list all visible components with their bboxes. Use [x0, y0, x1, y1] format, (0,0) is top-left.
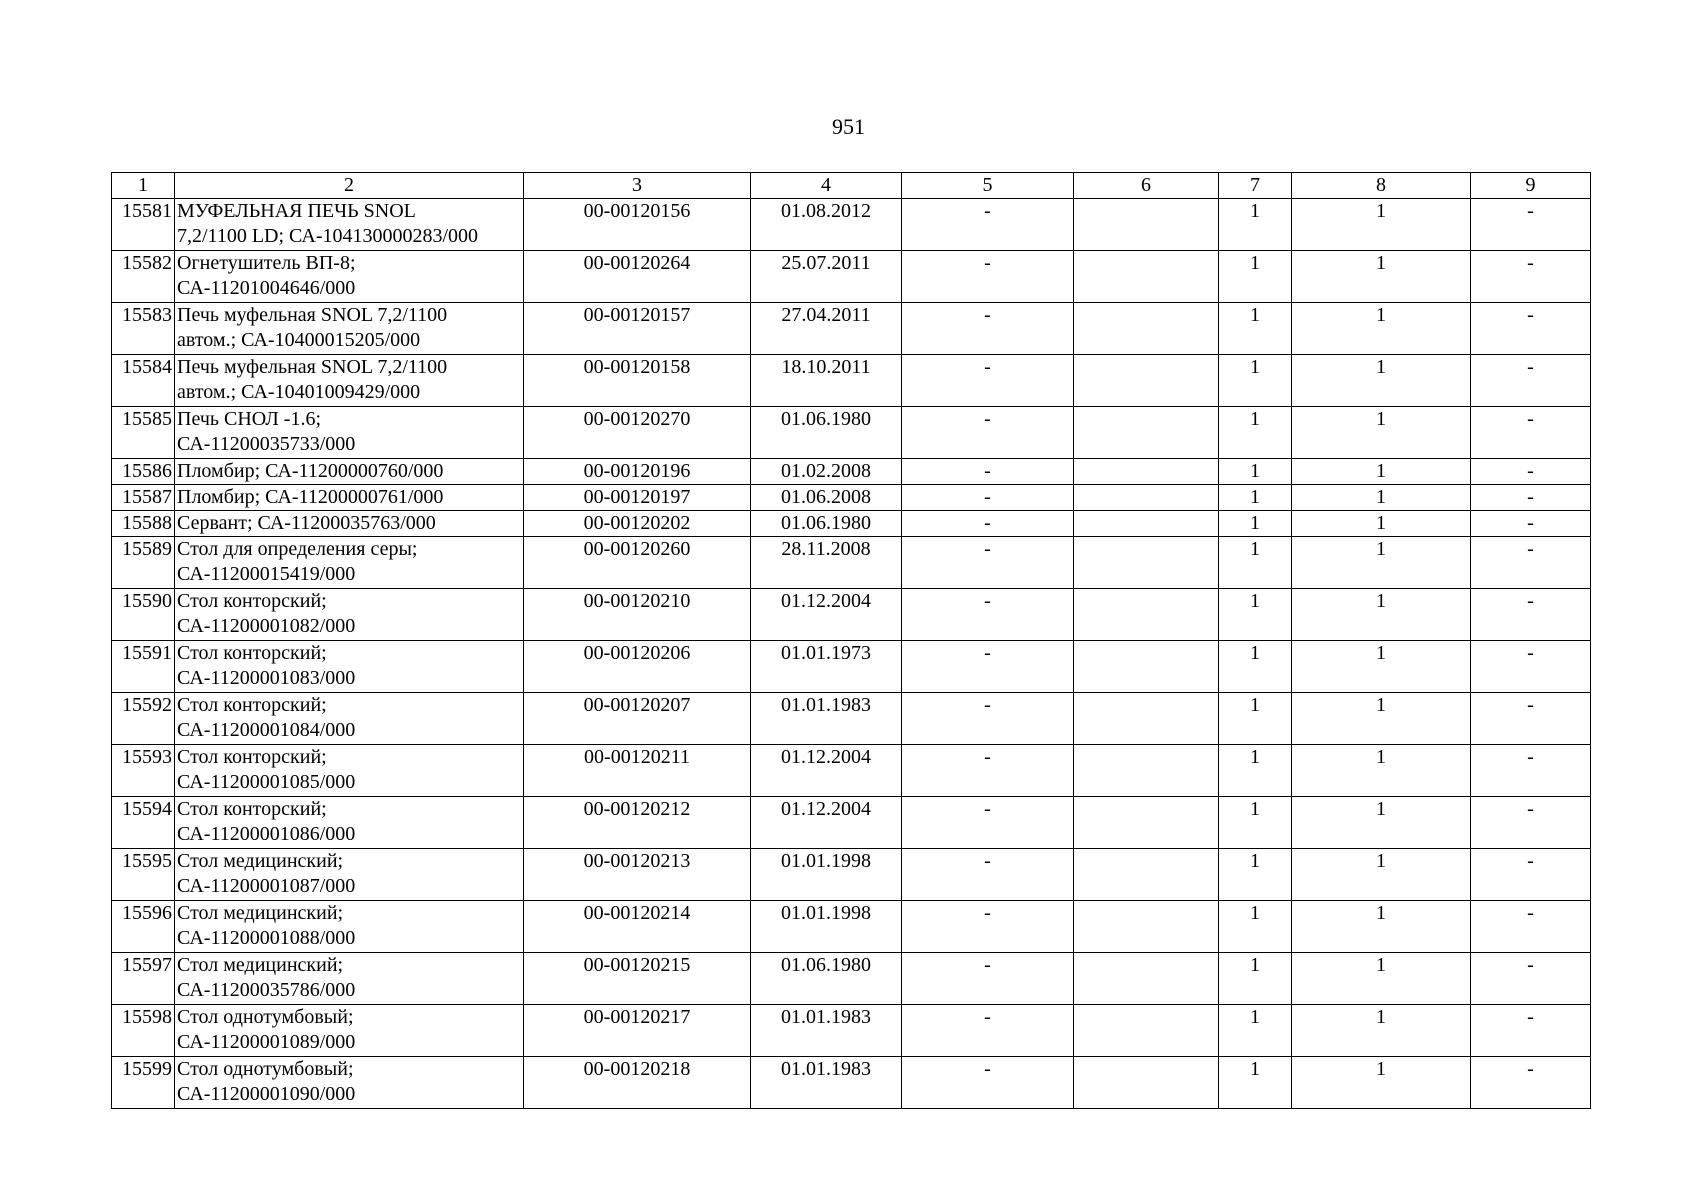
column-8-cell: 1 [1292, 199, 1471, 251]
column-6-cell [1074, 537, 1219, 589]
column-7-cell: 1 [1219, 589, 1292, 641]
column-6-cell [1074, 693, 1219, 745]
inventory-code-cell: 00-00120215 [524, 953, 751, 1005]
column-8-cell: 1 [1292, 1005, 1471, 1057]
table-row [112, 641, 1591, 693]
date-cell: 28.11.2008 [751, 537, 902, 589]
column-7-cell: 1 [1219, 901, 1292, 953]
column-9-cell: - [1471, 407, 1591, 459]
column-6-cell [1074, 901, 1219, 953]
row-number-cell: 15586 [112, 459, 175, 485]
table-row [112, 459, 1591, 485]
item-name-line: Огнетушитель ВП-8; [177, 252, 356, 274]
row-number-cell: 15581 [112, 199, 175, 251]
item-name-cell [175, 641, 524, 693]
item-name-cell [175, 537, 524, 589]
inventory-code-cell: 00-00120260 [524, 537, 751, 589]
column-7-cell: 1 [1219, 1057, 1292, 1109]
column-6-cell [1074, 407, 1219, 459]
date-cell: 01.01.1983 [751, 1005, 902, 1057]
column-9-cell: - [1471, 485, 1591, 511]
row-number-cell: 15599 [112, 1057, 175, 1109]
item-name-cell [175, 459, 524, 485]
item-name-line: автом.; СА-10400015205/000 [177, 329, 421, 351]
page-number: 951 [832, 114, 865, 139]
column-9-cell: - [1471, 589, 1591, 641]
column-9-cell: - [1471, 199, 1591, 251]
table-row [112, 1005, 1591, 1057]
item-name-line: СА-11201004646/000 [177, 277, 356, 299]
table-row [112, 537, 1591, 589]
item-name-cell [175, 251, 524, 303]
item-name-cell [175, 589, 524, 641]
column-7-cell: 1 [1219, 953, 1292, 1005]
inventory-code-cell: 00-00120211 [524, 745, 751, 797]
item-name-line: Стол медицинский; [177, 902, 344, 924]
column-9-cell: - [1471, 693, 1591, 745]
column-6-cell [1074, 303, 1219, 355]
column-8-cell: 1 [1292, 537, 1471, 589]
row-number-cell: 15595 [112, 849, 175, 901]
inventory-code-cell: 00-00120264 [524, 251, 751, 303]
item-name-line: Сервант; СА-11200035763/000 [177, 512, 436, 534]
column-5-cell: - [902, 849, 1074, 901]
column-9-cell: - [1471, 641, 1591, 693]
inventory-code-cell: 00-00120207 [524, 693, 751, 745]
column-header: 6 [1074, 173, 1219, 199]
date-cell: 18.10.2011 [751, 355, 902, 407]
column-9-cell: - [1471, 511, 1591, 537]
item-name-line: Стол конторский; [177, 746, 327, 768]
column-5-cell: - [902, 303, 1074, 355]
column-7-cell: 1 [1219, 251, 1292, 303]
column-7-cell: 1 [1219, 693, 1292, 745]
column-5-cell: - [902, 1057, 1074, 1109]
date-cell: 01.12.2004 [751, 797, 902, 849]
row-number-cell: 15588 [112, 511, 175, 537]
date-cell: 25.07.2011 [751, 251, 902, 303]
item-name-line: Печь муфельная SNOL 7,2/1100 [177, 356, 448, 378]
item-name-line: Пломбир; СА-11200000760/000 [177, 460, 444, 482]
column-9-cell: - [1471, 251, 1591, 303]
date-cell: 01.08.2012 [751, 199, 902, 251]
date-cell: 01.12.2004 [751, 589, 902, 641]
column-7-cell: 1 [1219, 537, 1292, 589]
item-name-line: 7,2/1100 LD; СА-104130000283/000 [177, 225, 479, 247]
column-5-cell: - [902, 251, 1074, 303]
column-8-cell: 1 [1292, 589, 1471, 641]
column-header: 5 [902, 173, 1074, 199]
date-cell: 01.01.1983 [751, 1057, 902, 1109]
item-name-line: Печь муфельная SNOL 7,2/1100 [177, 304, 448, 326]
column-8-cell: 1 [1292, 745, 1471, 797]
column-7-cell: 1 [1219, 641, 1292, 693]
column-header: 7 [1219, 173, 1292, 199]
column-6-cell [1074, 797, 1219, 849]
column-5-cell: - [902, 537, 1074, 589]
item-name-line: Стол для определения серы; [177, 538, 418, 560]
table-row [112, 199, 1591, 251]
date-cell: 01.06.2008 [751, 485, 902, 511]
column-6-cell [1074, 511, 1219, 537]
row-number-cell: 15596 [112, 901, 175, 953]
column-8-cell: 1 [1292, 459, 1471, 485]
column-9-cell: - [1471, 745, 1591, 797]
row-number-cell: 15597 [112, 953, 175, 1005]
column-8-cell: 1 [1292, 485, 1471, 511]
column-7-cell: 1 [1219, 485, 1292, 511]
date-cell: 01.01.1998 [751, 901, 902, 953]
column-7-cell: 1 [1219, 745, 1292, 797]
table-row [112, 1057, 1591, 1109]
column-7-cell: 1 [1219, 849, 1292, 901]
column-6-cell [1074, 199, 1219, 251]
item-name-cell [175, 849, 524, 901]
item-name-line: Пломбир; СА-11200000761/000 [177, 486, 444, 508]
column-5-cell: - [902, 511, 1074, 537]
table-row [112, 745, 1591, 797]
inventory-code-cell: 00-00120158 [524, 355, 751, 407]
column-6-cell [1074, 459, 1219, 485]
date-cell: 01.02.2008 [751, 459, 902, 485]
column-5-cell: - [902, 589, 1074, 641]
column-8-cell: 1 [1292, 641, 1471, 693]
column-5-cell: - [902, 1005, 1074, 1057]
column-8-cell: 1 [1292, 355, 1471, 407]
item-name-line: Стол конторский; [177, 642, 327, 664]
date-cell: 01.06.1980 [751, 407, 902, 459]
table-row [112, 511, 1591, 537]
column-8-cell: 1 [1292, 407, 1471, 459]
column-8-cell: 1 [1292, 1057, 1471, 1109]
column-9-cell: - [1471, 355, 1591, 407]
row-number-cell: 15593 [112, 745, 175, 797]
item-name-line: СА-11200001088/000 [177, 927, 356, 949]
inventory-code-cell: 00-00120212 [524, 797, 751, 849]
item-name-cell [175, 199, 524, 251]
column-9-cell: - [1471, 1005, 1591, 1057]
inventory-code-cell: 00-00120157 [524, 303, 751, 355]
date-cell: 01.01.1983 [751, 693, 902, 745]
column-8-cell: 1 [1292, 251, 1471, 303]
column-5-cell: - [902, 459, 1074, 485]
inventory-code-cell: 00-00120202 [524, 511, 751, 537]
table-row [112, 303, 1591, 355]
column-5-cell: - [902, 953, 1074, 1005]
column-header: 1 [112, 173, 175, 199]
inventory-code-cell: 00-00120213 [524, 849, 751, 901]
column-8-cell: 1 [1292, 303, 1471, 355]
item-name-line: СА-11200001082/000 [177, 615, 356, 637]
column-5-cell: - [902, 797, 1074, 849]
column-6-cell [1074, 589, 1219, 641]
row-number-cell: 15591 [112, 641, 175, 693]
item-name-line: Печь СНОЛ -1.6; [177, 408, 322, 430]
item-name-line: МУФЕЛЬНАЯ ПЕЧЬ SNOL [177, 200, 416, 222]
item-name-line: СА-11200001090/000 [177, 1083, 356, 1105]
item-name-line: автом.; СА-10401009429/000 [177, 381, 421, 403]
column-header: 9 [1471, 173, 1591, 199]
column-7-cell: 1 [1219, 1005, 1292, 1057]
column-6-cell [1074, 953, 1219, 1005]
date-cell: 01.12.2004 [751, 745, 902, 797]
inventory-code-cell: 00-00120214 [524, 901, 751, 953]
item-name-line: СА-11200001084/000 [177, 719, 356, 741]
item-name-line: СА-11200001087/000 [177, 875, 356, 897]
item-name-line: Стол медицинский; [177, 850, 344, 872]
item-name-line: СА-11200001089/000 [177, 1031, 356, 1053]
inventory-code-cell: 00-00120196 [524, 459, 751, 485]
item-name-line: Стол конторский; [177, 590, 327, 612]
table-row [112, 485, 1591, 511]
column-9-cell: - [1471, 459, 1591, 485]
item-name-line: Стол конторский; [177, 798, 327, 820]
row-number-cell: 15598 [112, 1005, 175, 1057]
item-name-line: СА-11200035733/000 [177, 433, 356, 455]
column-5-cell: - [902, 693, 1074, 745]
table-body [112, 173, 1591, 1109]
item-name-cell [175, 485, 524, 511]
column-9-cell: - [1471, 537, 1591, 589]
date-cell: 01.01.1998 [751, 849, 902, 901]
row-number-cell: 15582 [112, 251, 175, 303]
inventory-code-cell: 00-00120218 [524, 1057, 751, 1109]
item-name-cell [175, 693, 524, 745]
column-5-cell: - [902, 355, 1074, 407]
table-row [112, 251, 1591, 303]
column-6-cell [1074, 1005, 1219, 1057]
item-name-cell [175, 953, 524, 1005]
table-row [112, 355, 1591, 407]
row-number-cell: 15592 [112, 693, 175, 745]
column-5-cell: - [902, 485, 1074, 511]
item-name-cell [175, 303, 524, 355]
column-6-cell [1074, 849, 1219, 901]
column-9-cell: - [1471, 901, 1591, 953]
column-6-cell [1074, 251, 1219, 303]
item-name-cell [175, 511, 524, 537]
item-name-line: СА-11200001085/000 [177, 771, 356, 793]
column-5-cell: - [902, 901, 1074, 953]
row-number-cell: 15587 [112, 485, 175, 511]
column-5-cell: - [902, 407, 1074, 459]
column-8-cell: 1 [1292, 693, 1471, 745]
column-7-cell: 1 [1219, 459, 1292, 485]
table-row [112, 693, 1591, 745]
inventory-code-cell: 00-00120210 [524, 589, 751, 641]
column-number-header-row [112, 173, 1591, 199]
column-9-cell: - [1471, 953, 1591, 1005]
column-9-cell: - [1471, 849, 1591, 901]
inventory-code-cell: 00-00120206 [524, 641, 751, 693]
row-number-cell: 15584 [112, 355, 175, 407]
column-5-cell: - [902, 641, 1074, 693]
row-number-cell: 15590 [112, 589, 175, 641]
column-8-cell: 1 [1292, 511, 1471, 537]
item-name-line: СА-11200015419/000 [177, 563, 356, 585]
column-6-cell [1074, 355, 1219, 407]
column-7-cell: 1 [1219, 303, 1292, 355]
table-row [112, 953, 1591, 1005]
table-row [112, 901, 1591, 953]
column-8-cell: 1 [1292, 849, 1471, 901]
inventory-code-cell: 00-00120156 [524, 199, 751, 251]
column-7-cell: 1 [1219, 797, 1292, 849]
inventory-code-cell: 00-00120270 [524, 407, 751, 459]
item-name-cell [175, 797, 524, 849]
item-name-line: СА-11200035786/000 [177, 979, 356, 1001]
item-name-line: СА-11200001086/000 [177, 823, 356, 845]
row-number-cell: 15583 [112, 303, 175, 355]
item-name-cell [175, 1005, 524, 1057]
row-number-cell: 15594 [112, 797, 175, 849]
column-header: 3 [524, 173, 751, 199]
date-cell: 01.06.1980 [751, 511, 902, 537]
column-7-cell: 1 [1219, 355, 1292, 407]
column-7-cell: 1 [1219, 199, 1292, 251]
column-6-cell [1074, 745, 1219, 797]
item-name-cell [175, 901, 524, 953]
date-cell: 27.04.2011 [751, 303, 902, 355]
item-name-line: СА-11200001083/000 [177, 667, 356, 689]
column-8-cell: 1 [1292, 901, 1471, 953]
item-name-line: Стол конторский; [177, 694, 327, 716]
column-9-cell: - [1471, 303, 1591, 355]
table-row [112, 589, 1591, 641]
column-9-cell: - [1471, 1057, 1591, 1109]
column-8-cell: 1 [1292, 797, 1471, 849]
inventory-code-cell: 00-00120217 [524, 1005, 751, 1057]
column-6-cell [1074, 485, 1219, 511]
column-9-cell: - [1471, 797, 1591, 849]
item-name-line: Стол медицинский; [177, 954, 344, 976]
date-cell: 01.01.1973 [751, 641, 902, 693]
column-5-cell: - [902, 199, 1074, 251]
item-name-cell [175, 407, 524, 459]
column-6-cell [1074, 1057, 1219, 1109]
row-number-cell: 15589 [112, 537, 175, 589]
item-name-cell [175, 355, 524, 407]
column-7-cell: 1 [1219, 511, 1292, 537]
table-row [112, 797, 1591, 849]
column-header: 8 [1292, 173, 1471, 199]
row-number-cell: 15585 [112, 407, 175, 459]
item-name-cell [175, 1057, 524, 1109]
item-name-line: Стол однотумбовый; [177, 1058, 354, 1080]
inventory-table [111, 172, 1591, 1109]
column-7-cell: 1 [1219, 407, 1292, 459]
item-name-line: Стол однотумбовый; [177, 1006, 354, 1028]
inventory-code-cell: 00-00120197 [524, 485, 751, 511]
item-name-cell [175, 745, 524, 797]
table-row [112, 407, 1591, 459]
column-6-cell [1074, 641, 1219, 693]
date-cell: 01.06.1980 [751, 953, 902, 1005]
column-8-cell: 1 [1292, 953, 1471, 1005]
column-header: 4 [751, 173, 902, 199]
column-header: 2 [175, 173, 524, 199]
column-5-cell: - [902, 745, 1074, 797]
table-row [112, 849, 1591, 901]
